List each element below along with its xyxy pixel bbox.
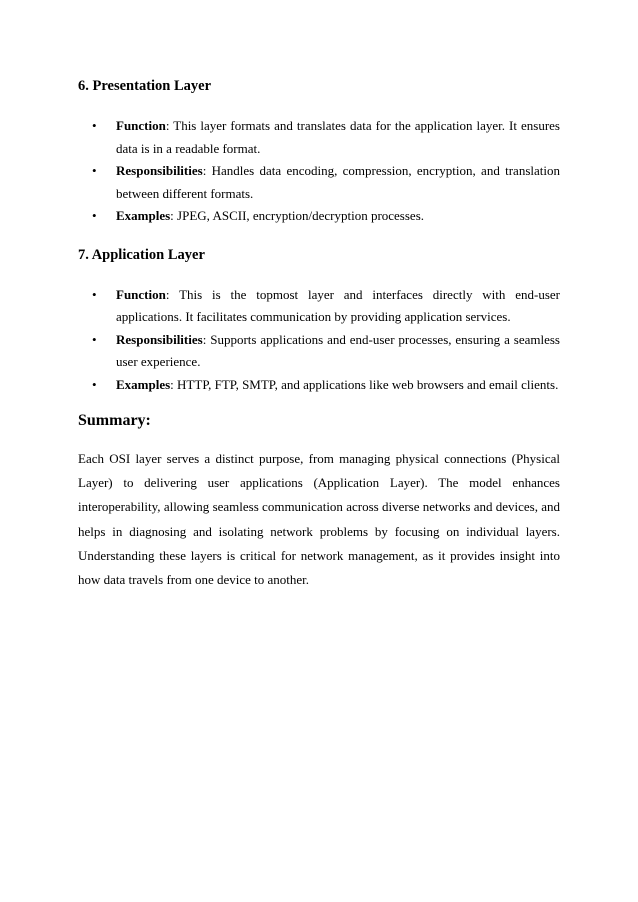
item-label: Examples (116, 208, 171, 223)
item-text: Supports applications and end-user processes, ensuring a seamless user experience. (116, 331, 560, 369)
list-item (92, 284, 560, 329)
list-item (92, 374, 560, 397)
item-separator: : (202, 331, 211, 347)
item-label: Responsibilities (116, 331, 203, 347)
list-item (92, 160, 560, 205)
spacer (78, 396, 560, 411)
list-item (92, 329, 560, 374)
bullet-icon: • (92, 331, 97, 347)
item-label: Responsibilities (116, 163, 203, 178)
list-item (92, 115, 560, 160)
item-label: Function (116, 118, 166, 133)
bullet-icon: • (92, 163, 97, 178)
summary-paragraph: Each OSI layer serves a distinct purpose, from managing physical connections (Physical Layer) to delivering user applications (Application Layer). The model enhances interoperability, allowing seamless communication across diverse networks and devices, and helps in diagnosing and isolating network problems by focusing on individual layers. Understanding these layers is critical for network management, as it provides insight into how data travels from one device to another. (78, 451, 560, 588)
item-separator: : (170, 208, 178, 223)
application-layer-list (92, 284, 560, 397)
item-separator: : (165, 118, 174, 133)
section-heading-presentation-layer: 6. Presentation Layer (78, 78, 212, 94)
item-separator: : (170, 376, 178, 392)
item-label: Function (116, 286, 166, 302)
spacer (78, 228, 560, 246)
item-text: JPEG, ASCII, encryption/decryption processes. (177, 208, 425, 223)
document-content (78, 77, 560, 592)
list-item (92, 205, 560, 228)
bullet-icon: • (92, 208, 97, 223)
presentation-layer-list (92, 115, 560, 228)
item-label: Examples (116, 376, 171, 392)
section-heading-application-layer: 7. Application Layer (78, 246, 205, 263)
item-separator: : (165, 286, 180, 302)
item-separator: : (202, 163, 212, 178)
bullet-icon: • (92, 118, 97, 133)
bullet-icon: • (92, 376, 97, 392)
item-text: Handles data encoding, compression, encryption, and translation between different formats. (116, 163, 560, 201)
summary-heading: Summary: (78, 412, 151, 429)
item-text: HTTP, FTP, SMTP, and applications like web browsers and email clients. (177, 376, 559, 392)
bullet-icon: • (92, 286, 97, 302)
item-text: This is the topmost layer and interfaces directly with end-user applications. It facilitates communication by providing application services. (116, 286, 560, 324)
item-text: This layer formats and translates data for the application layer. It ensures data is in a readable format. (116, 118, 560, 156)
